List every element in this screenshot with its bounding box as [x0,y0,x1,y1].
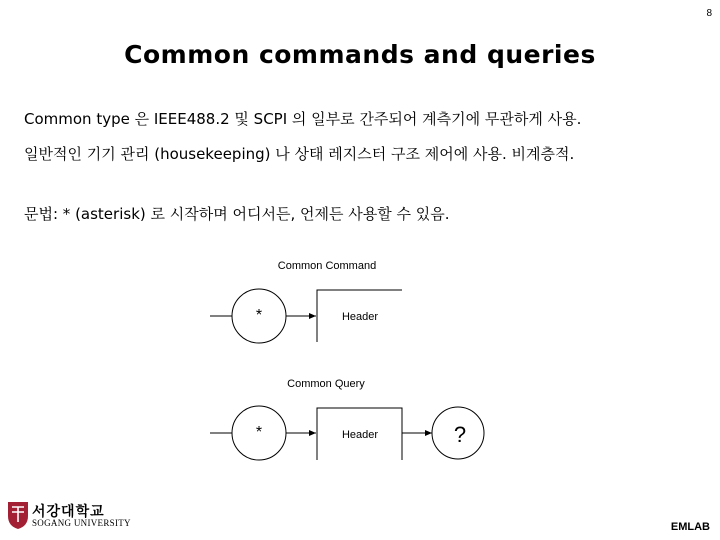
common-command-label: Common Command [277,260,377,272]
page-number: 8 [706,8,712,19]
university-shield-icon [6,500,30,530]
command-header-text: Header [341,311,379,323]
logo-korean-name: 서강대학교 [32,504,105,520]
query-mark: ? [453,422,467,447]
command-asterisk: * [255,307,263,324]
university-logo [6,500,131,532]
lab-name: EMLAB [670,521,710,533]
slide-title: Common commands and queries [124,40,596,69]
query-asterisk: * [255,424,263,441]
paragraph-common-type: Common type 은 IEEE488.2 및 SCPI 의 일부로 간주되어 계측기에 무관하게 사용. [24,110,582,128]
paragraph-housekeeping: 일반적인 기기 관리 (housekeeping) 나 상태 레지스터 구조 제어에 사용. 비계층적. [24,145,575,163]
common-query-label: Common Query [287,378,365,390]
logo-english-name: SOGANG UNIVERSITY [32,518,131,528]
paragraph-syntax: 문법: * (asterisk) 로 시작하며 어디서든, 언제든 사용할 수 있음. [24,205,450,223]
query-header-text: Header [341,429,379,441]
